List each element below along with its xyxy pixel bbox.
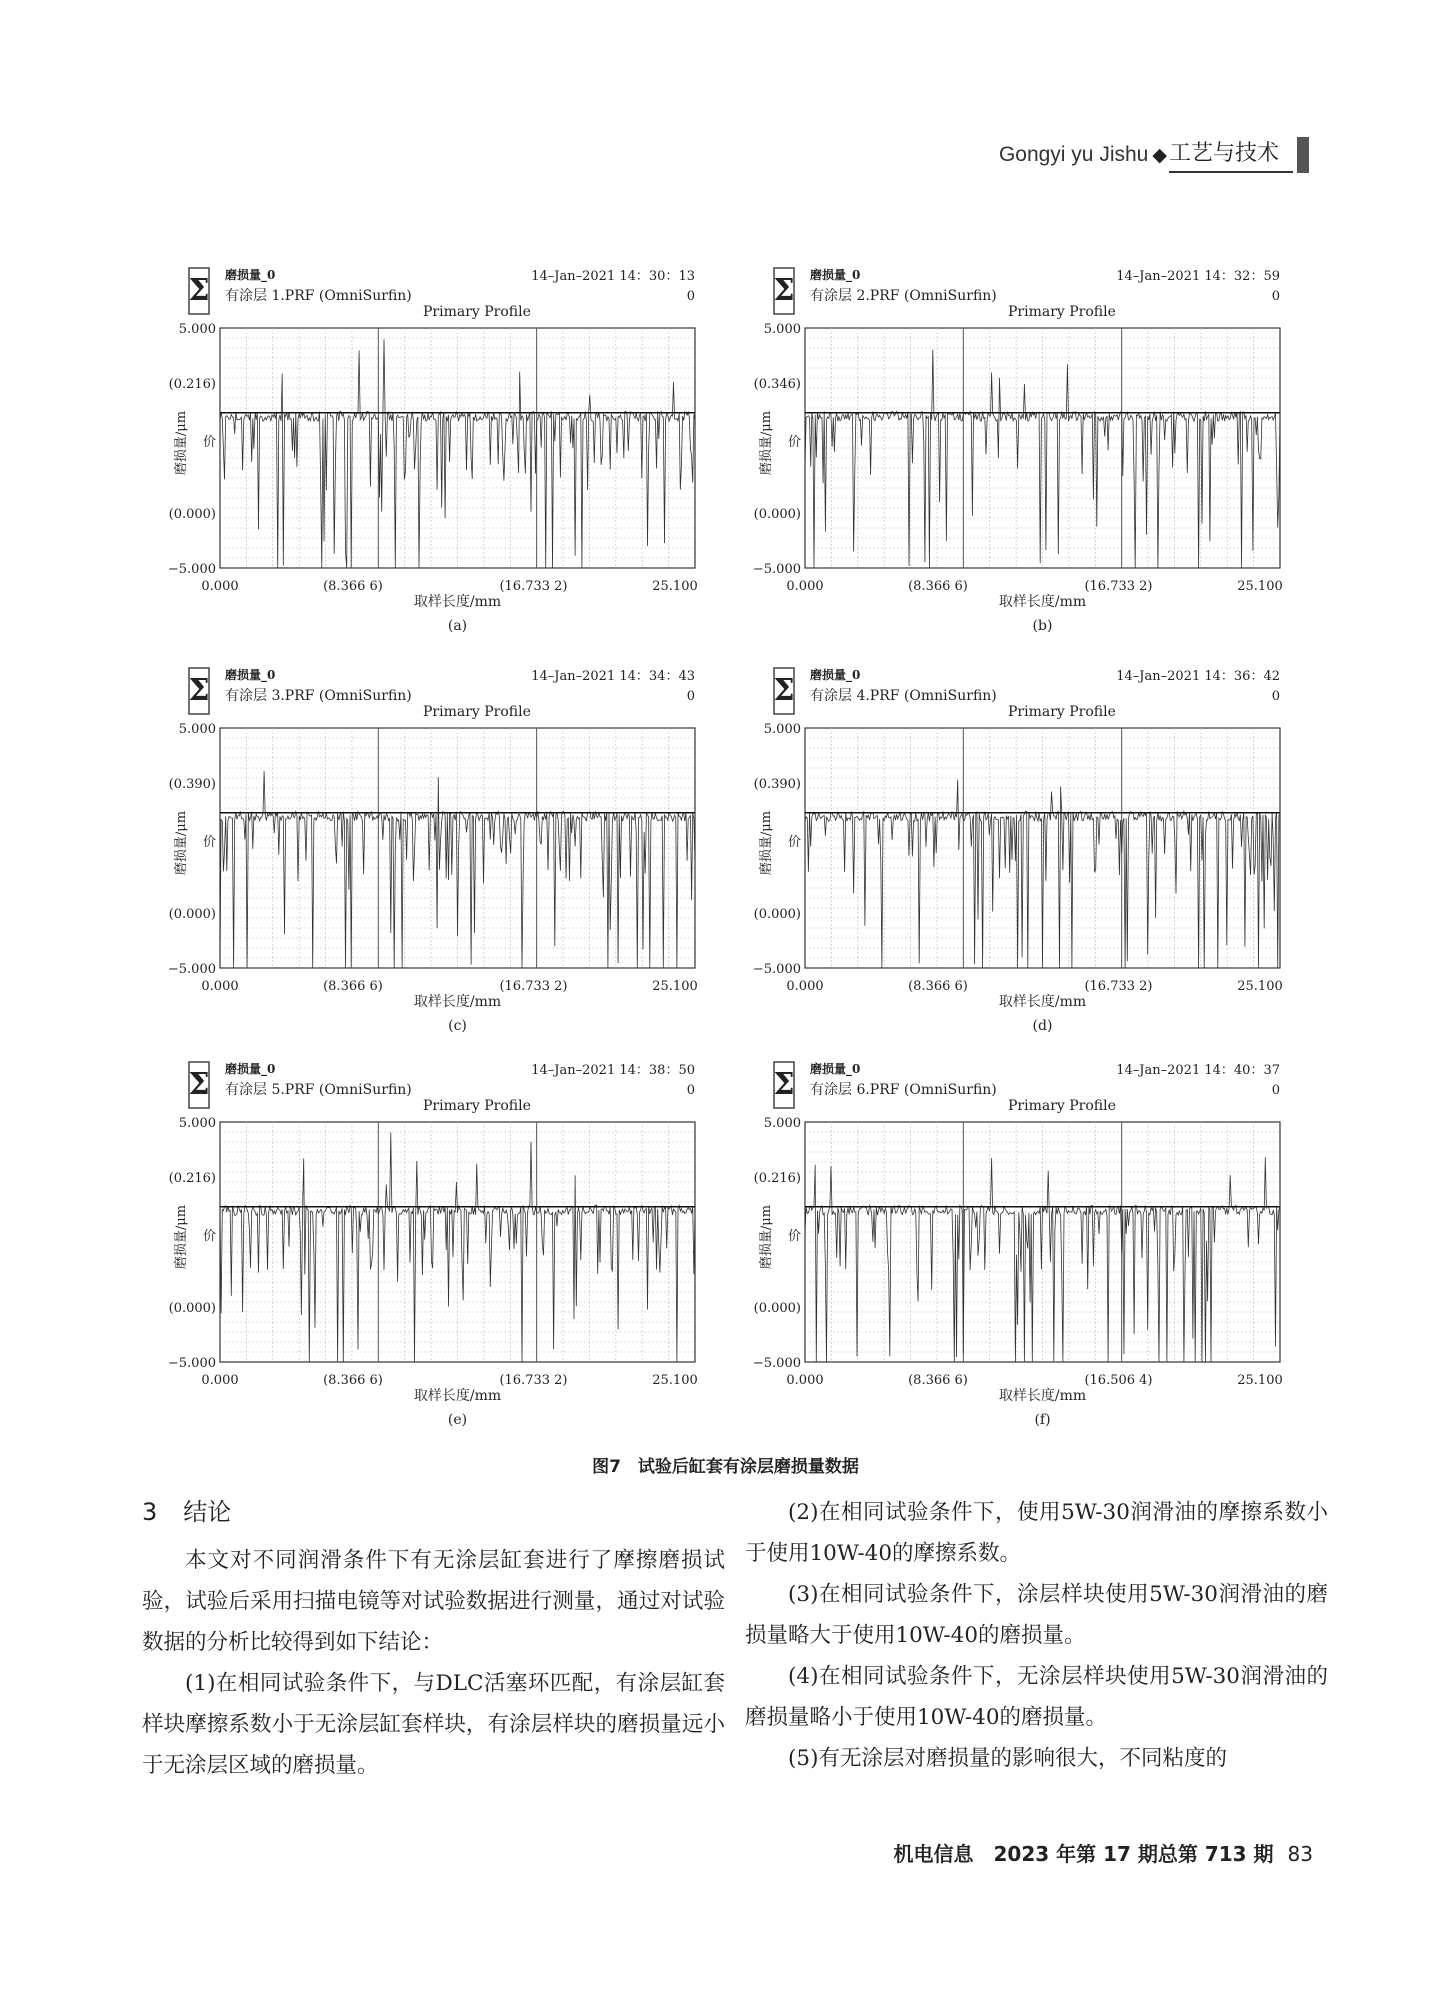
file-name: 有涂层 1.PRF (OmniSurfin) xyxy=(225,288,412,304)
y-tick-label: (0.216) xyxy=(168,1171,216,1187)
y-tick-label: (0.346) xyxy=(753,377,801,393)
y-tick-label: (0.000) xyxy=(168,1300,216,1316)
x-tick-label: (16.733 2) xyxy=(1084,979,1153,994)
timestamp: 14–Jan–2021 14：36：42 xyxy=(1116,669,1280,684)
svg-text:Σ: Σ xyxy=(188,673,210,708)
y-tick-label: (0.000) xyxy=(753,906,801,922)
profile-label: Primary Profile xyxy=(423,704,531,720)
y-tick-label: 5.000 xyxy=(178,722,216,737)
paragraph-intro: 本文对不同润滑条件下有无涂层缸套进行了摩擦磨损试验，试验后采用扫描电镜等对试验数据进行测量，通过对试验数据的分析比较得到如下结论： xyxy=(142,1548,725,1655)
x-axis-label: 取样长度/mm xyxy=(998,994,1087,1010)
y-axis-label: 磨损量/μm xyxy=(759,810,774,876)
profile-panel xyxy=(167,658,705,1048)
x-tick-label: 25.100 xyxy=(1237,579,1283,594)
zero-label: 0 xyxy=(686,289,695,304)
section-number: 3 xyxy=(142,1498,158,1526)
x-tick-label: 0.000 xyxy=(786,579,824,594)
file-name: 有涂层 5.PRF (OmniSurfin) xyxy=(225,1082,412,1098)
measurement-title: 磨损量_0 xyxy=(225,668,276,682)
measurement-title: 磨损量_0 xyxy=(810,668,861,682)
paragraph-conclusion-3: (3)在相同试验条件下，涂层样块使用5W-30润滑油的磨损量略大于使用10W-40的磨损量。 xyxy=(745,1582,1328,1648)
y-tick-label: 价 xyxy=(787,434,801,450)
x-tick-label: (8.366 6) xyxy=(323,579,383,594)
zero-label: 0 xyxy=(686,1083,695,1098)
sigma-logo-icon xyxy=(188,268,209,314)
x-tick-label: 25.100 xyxy=(1237,1373,1283,1388)
right-column xyxy=(745,1492,1328,1779)
left-column xyxy=(142,1492,725,1786)
sigma-logo-icon xyxy=(773,668,794,714)
header-section: 工艺与技术 xyxy=(1169,136,1293,173)
y-tick-label: (0.000) xyxy=(753,1300,801,1316)
paragraph-conclusion-5: (5)有无涂层对磨损量的影响很大，不同粘度的 xyxy=(788,1746,1227,1771)
y-tick-label: 5.000 xyxy=(763,322,801,337)
timestamp: 14–Jan–2021 14：38：50 xyxy=(531,1063,695,1078)
svg-text:Σ: Σ xyxy=(188,273,210,308)
y-axis-label: 磨损量/μm xyxy=(174,1204,189,1270)
panel-sublabel: (e) xyxy=(447,1412,468,1428)
y-axis-label: 磨损量/μm xyxy=(759,410,774,476)
profile-panel xyxy=(752,658,1290,1048)
y-axis-label: 磨损量/μm xyxy=(174,410,189,476)
x-tick-label: 25.100 xyxy=(652,1373,698,1388)
zero-label: 0 xyxy=(686,689,695,704)
y-tick-label: 5.000 xyxy=(763,1116,801,1131)
x-tick-label: 0.000 xyxy=(786,979,824,994)
header-diamond-icon: ◆ xyxy=(1152,144,1167,166)
x-tick-label: (16.506 4) xyxy=(1084,1373,1153,1388)
svg-text:Σ: Σ xyxy=(773,1067,795,1102)
profile-panel xyxy=(752,1052,1290,1442)
panel-sublabel: (f) xyxy=(1034,1412,1051,1428)
y-tick-label: 5.000 xyxy=(178,322,216,337)
timestamp: 14–Jan–2021 14：30：13 xyxy=(531,269,695,284)
y-tick-label: (0.000) xyxy=(753,506,801,522)
file-name: 有涂层 6.PRF (OmniSurfin) xyxy=(810,1082,997,1098)
x-axis-label: 取样长度/mm xyxy=(413,994,502,1010)
y-tick-label: 5.000 xyxy=(763,722,801,737)
x-tick-label: 25.100 xyxy=(652,579,698,594)
y-tick-label: 价 xyxy=(202,834,216,850)
y-tick-label: −5.000 xyxy=(167,962,216,977)
running-header xyxy=(999,133,1309,173)
profile-panel xyxy=(167,258,705,648)
y-tick-label: −5.000 xyxy=(167,562,216,577)
x-axis-label: 取样长度/mm xyxy=(413,594,502,610)
section-heading xyxy=(142,1492,725,1532)
profile-label: Primary Profile xyxy=(1008,1098,1116,1114)
paragraph-conclusion-2: (2)在相同试验条件下，使用5W-30润滑油的摩擦系数小于使用10W-40的摩擦系数。 xyxy=(745,1500,1328,1566)
y-tick-label: (0.390) xyxy=(753,777,801,793)
x-tick-label: (16.733 2) xyxy=(499,579,568,594)
y-axis-label: 磨损量/μm xyxy=(759,1204,774,1270)
x-tick-label: 0.000 xyxy=(201,1373,239,1388)
x-tick-label: (8.366 6) xyxy=(908,979,968,994)
x-axis-label: 取样长度/mm xyxy=(413,1388,502,1404)
paragraph-conclusion-4: (4)在相同试验条件下，无涂层样块使用5W-30润滑油的磨损量略小于使用10W-40的磨损量。 xyxy=(745,1664,1328,1730)
x-tick-label: 0.000 xyxy=(201,979,239,994)
timestamp: 14–Jan–2021 14：34：43 xyxy=(531,669,695,684)
x-tick-label: 25.100 xyxy=(1237,979,1283,994)
sigma-logo-icon xyxy=(773,268,794,314)
x-tick-label: (8.366 6) xyxy=(323,979,383,994)
profile-label: Primary Profile xyxy=(423,1098,531,1114)
x-axis-label: 取样长度/mm xyxy=(998,594,1087,610)
y-tick-label: (0.390) xyxy=(168,777,216,793)
page-footer xyxy=(893,1838,1313,1867)
y-tick-label: (0.000) xyxy=(168,506,216,522)
panel-sublabel: (d) xyxy=(1032,1018,1053,1034)
header-pinyin: Gongyi yu Jishu xyxy=(998,143,1149,166)
profile-label: Primary Profile xyxy=(1008,304,1116,320)
x-tick-label: (8.366 6) xyxy=(908,579,968,594)
svg-text:Σ: Σ xyxy=(188,1067,210,1102)
measurement-title: 磨损量_0 xyxy=(810,268,861,282)
zero-label: 0 xyxy=(1271,1083,1280,1098)
y-tick-label: (0.216) xyxy=(168,377,216,393)
x-tick-label: 25.100 xyxy=(652,979,698,994)
svg-text:Σ: Σ xyxy=(773,273,795,308)
x-tick-label: (8.366 6) xyxy=(908,1373,968,1388)
figure-caption: 图7 试验后缸套有涂层磨损量数据 xyxy=(592,1457,859,1477)
paragraph-conclusion-1: (1)在相同试验条件下，与DLC活塞环匹配，有涂层缸套样块摩擦系数小于无涂层缸套样块，有涂层样块的磨损量远小于无涂层区域的磨损量。 xyxy=(142,1671,725,1778)
profile-panel xyxy=(752,258,1290,648)
profile-label: Primary Profile xyxy=(1008,704,1116,720)
panel-sublabel: (c) xyxy=(448,1018,467,1034)
y-tick-label: −5.000 xyxy=(752,562,801,577)
file-name: 有涂层 2.PRF (OmniSurfin) xyxy=(810,288,997,304)
zero-label: 0 xyxy=(1271,289,1280,304)
sigma-logo-icon xyxy=(773,1062,794,1108)
x-axis-label: 取样长度/mm xyxy=(998,1388,1087,1404)
section-title: 结论 xyxy=(183,1498,232,1526)
y-tick-label: −5.000 xyxy=(752,962,801,977)
y-tick-label: −5.000 xyxy=(167,1356,216,1371)
y-tick-label: 价 xyxy=(202,1228,216,1244)
sigma-logo-icon xyxy=(188,668,209,714)
measurement-title: 磨损量_0 xyxy=(225,1062,276,1076)
y-tick-label: 价 xyxy=(202,434,216,450)
file-name: 有涂层 4.PRF (OmniSurfin) xyxy=(810,688,997,704)
file-name: 有涂层 3.PRF (OmniSurfin) xyxy=(225,688,412,704)
y-tick-label: −5.000 xyxy=(752,1356,801,1371)
y-tick-label: 5.000 xyxy=(178,1116,216,1131)
svg-text:Σ: Σ xyxy=(773,673,795,708)
page-number: 83 xyxy=(1287,1842,1313,1866)
panel-sublabel: (a) xyxy=(447,618,468,634)
measurement-title: 磨损量_0 xyxy=(810,1062,861,1076)
measurement-title: 磨损量_0 xyxy=(225,268,276,282)
profile-label: Primary Profile xyxy=(423,304,531,320)
header-bar xyxy=(1297,137,1309,173)
x-tick-label: (16.733 2) xyxy=(1084,579,1153,594)
x-tick-label: (8.366 6) xyxy=(323,1373,383,1388)
x-tick-label: 0.000 xyxy=(201,579,239,594)
x-tick-label: (16.733 2) xyxy=(499,979,568,994)
timestamp: 14–Jan–2021 14：32：59 xyxy=(1116,269,1280,284)
y-tick-label: (0.216) xyxy=(753,1171,801,1187)
panel-sublabel: (b) xyxy=(1032,618,1053,634)
sigma-logo-icon xyxy=(188,1062,209,1108)
x-tick-label: 0.000 xyxy=(786,1373,824,1388)
profile-panel xyxy=(167,1052,705,1442)
journal-info: 机电信息 2023 年第 17 期总第 713 期 xyxy=(893,1842,1274,1866)
y-tick-label: 价 xyxy=(787,834,801,850)
y-axis-label: 磨损量/μm xyxy=(174,810,189,876)
y-tick-label: (0.000) xyxy=(168,906,216,922)
zero-label: 0 xyxy=(1271,689,1280,704)
y-tick-label: 价 xyxy=(787,1228,801,1244)
x-tick-label: (16.733 2) xyxy=(499,1373,568,1388)
timestamp: 14–Jan–2021 14：40：37 xyxy=(1116,1063,1280,1078)
